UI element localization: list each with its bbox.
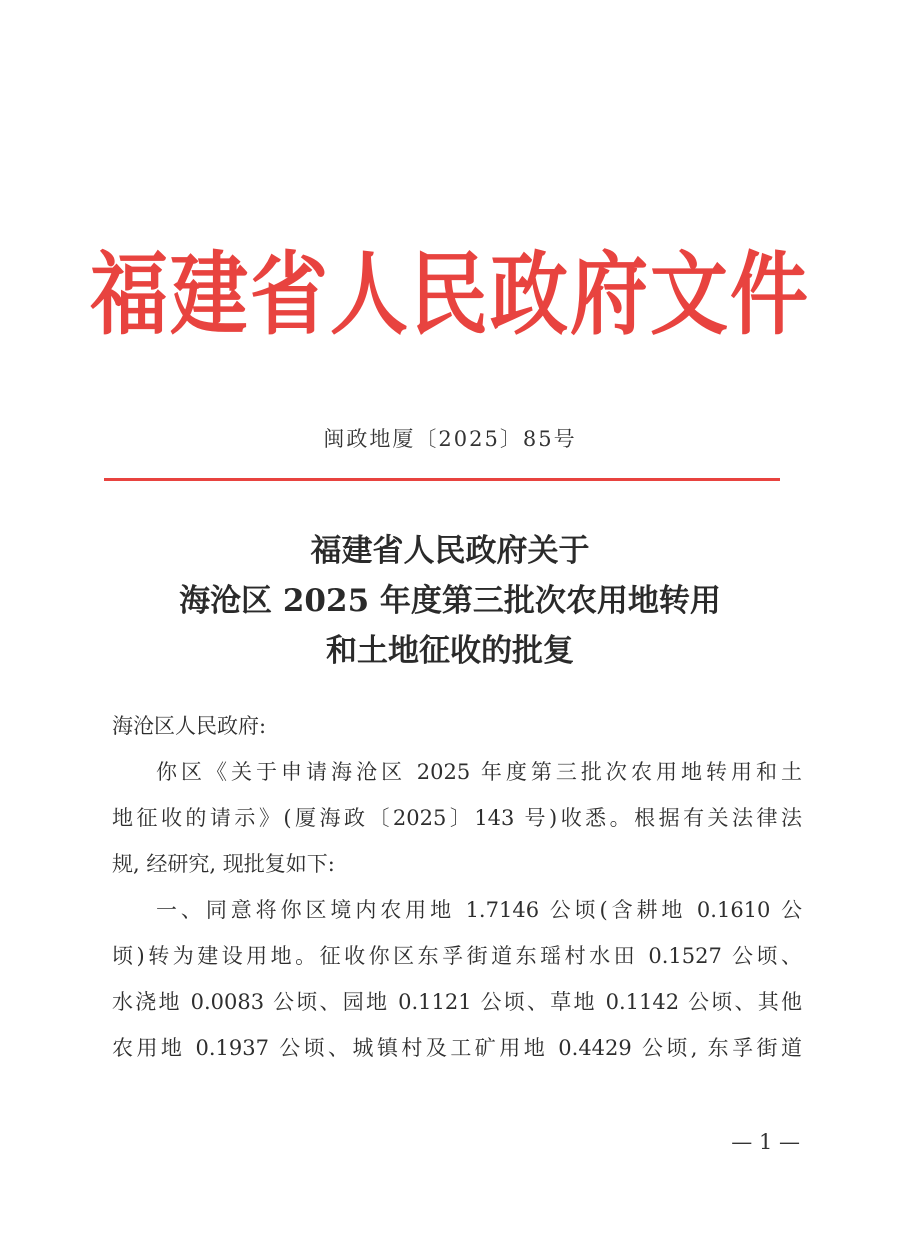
paragraph-1-line-1: 你区《关于申请海沧区 2025 年度第三批次农用地转用和土 (156, 760, 802, 784)
paragraph-1-line-3: 规, 经研究, 现批复如下: (112, 852, 335, 876)
document-masthead: 福建省人民政府文件 (89, 242, 810, 348)
salutation: 海沧区人民政府: (112, 714, 267, 738)
title-line-1: 福建省人民政府关于 (310, 533, 590, 569)
document-title (0, 526, 900, 676)
page-number: — 1 — (731, 1130, 800, 1154)
paragraph-2-line-4: 农用地 0.1937 公顷、城镇村及工矿用地 0.4429 公顷, 东孚街道 (112, 1036, 802, 1060)
document-number: 闽政地厦〔2025〕85号 (323, 427, 577, 451)
paragraph-2-line-1: 一、同意将你区境内农用地 1.7146 公顷(含耕地 0.1610 公 (156, 898, 802, 922)
document-body (112, 703, 802, 1071)
title-line-2: 海沧区 2025 年度第三批次农用地转用 (179, 583, 721, 619)
paragraph-1-line-2: 地征收的请示》(厦海政〔2025〕143 号)收悉。根据有关法律法 (112, 806, 802, 830)
paragraph-2-line-2: 顷)转为建设用地。征收你区东孚街道东瑶村水田 0.1527 公顷、 (112, 944, 802, 968)
title-line-3: 和土地征收的批复 (326, 633, 574, 669)
red-divider-line (104, 478, 780, 481)
paragraph-2-line-3: 水浇地 0.0083 公顷、园地 0.1121 公顷、草地 0.1142 公顷、其他 (112, 990, 802, 1014)
